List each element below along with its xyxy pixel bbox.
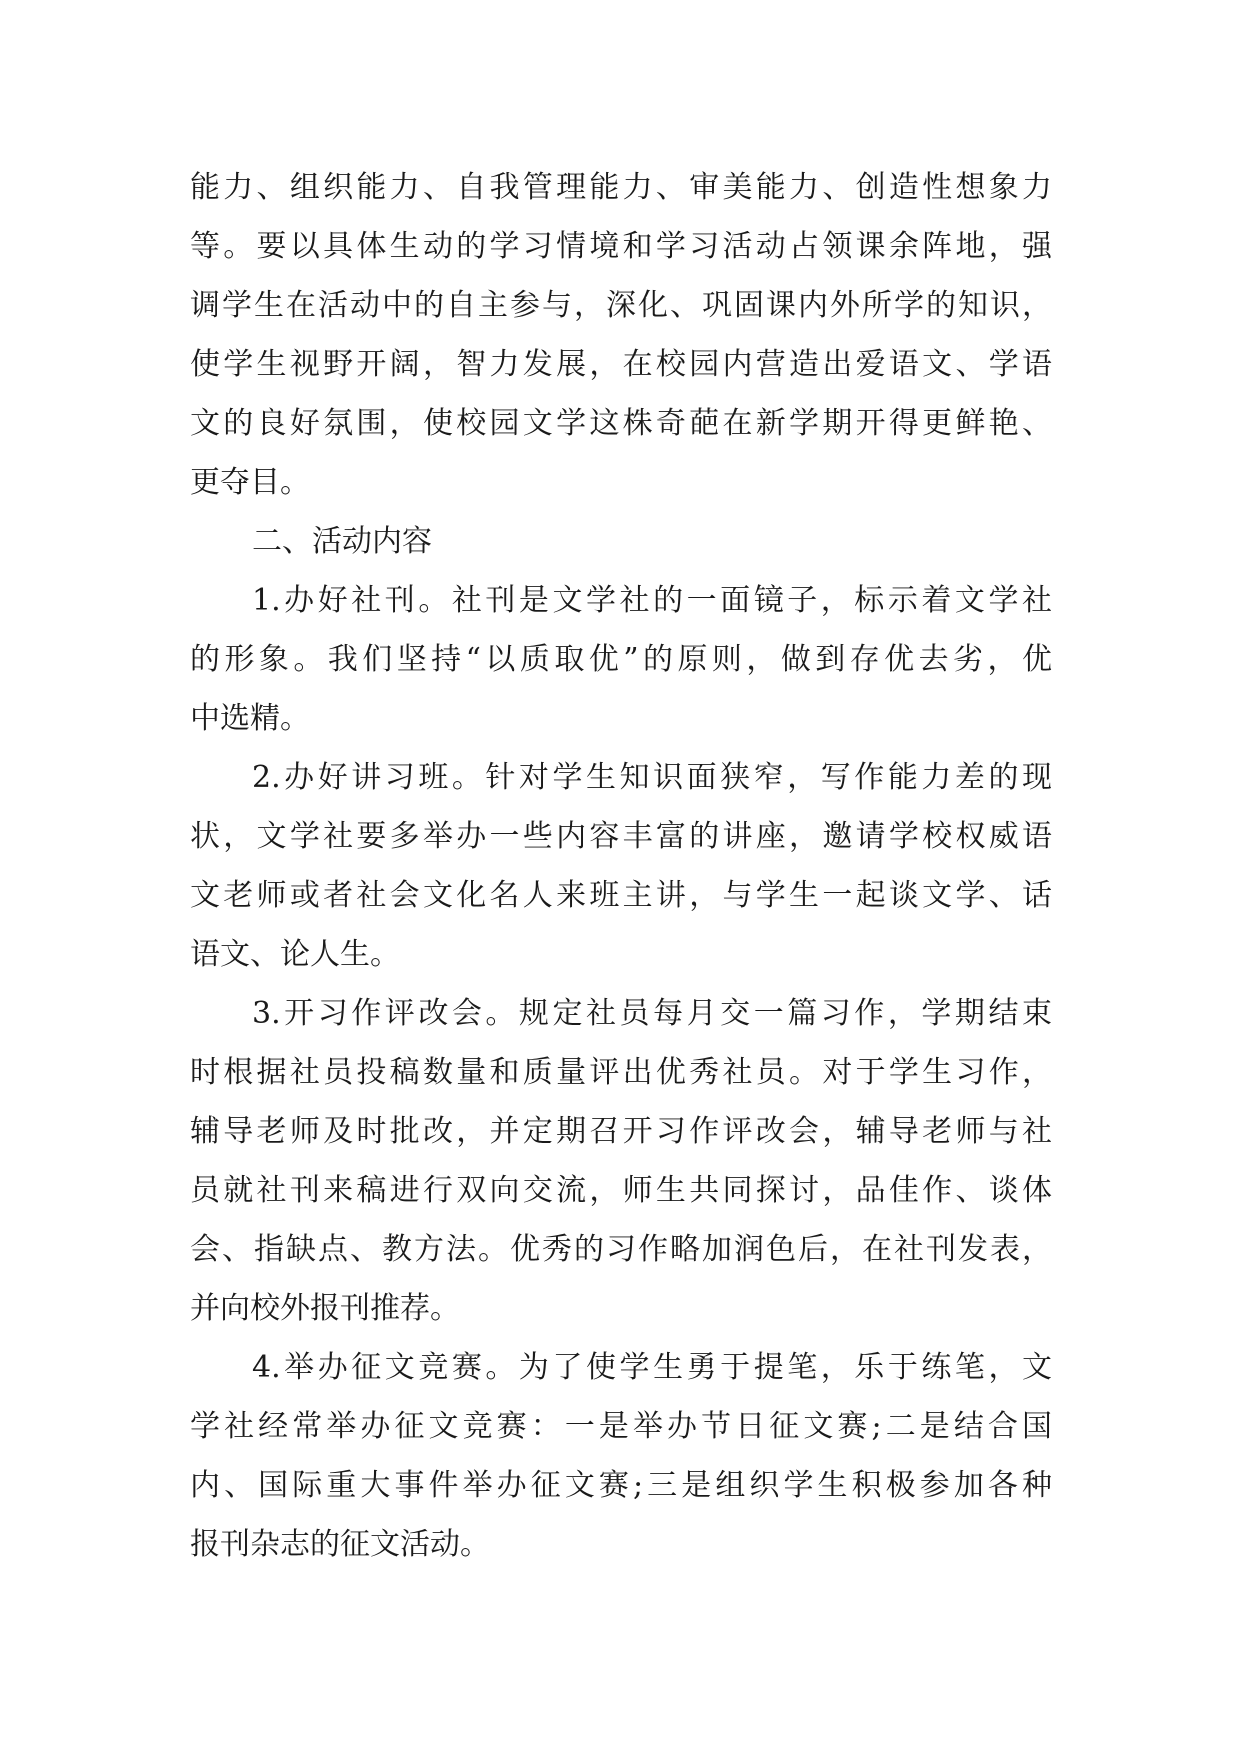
text-line: 中选精。 xyxy=(190,701,310,736)
document-body xyxy=(190,158,1052,1574)
text-line: 会、指缺点、教方法。优秀的习作略加润色后，在社刊发表， xyxy=(190,1232,1052,1267)
paragraph-item-2 xyxy=(190,748,1052,984)
text-line: 2.办好讲习班。针对学生知识面狭窄，写作能力差的现 xyxy=(252,760,1052,795)
text-line: 语文、论人生。 xyxy=(190,937,400,972)
text-line: 员就社刊来稿进行双向交流，师生共同探讨，品佳作、谈体 xyxy=(190,1173,1052,1208)
text-line: 调学生在活动中的自主参与，深化、巩固课内外所学的知识， xyxy=(190,288,1052,323)
paragraph-item-3 xyxy=(190,984,1052,1338)
text-line: 3.开习作评改会。规定社员每月交一篇习作，学期结束 xyxy=(252,996,1052,1031)
text-line: 文老师或者社会文化名人来班主讲，与学生一起谈文学、话 xyxy=(190,878,1052,913)
text-line: 状，文学社要多举办一些内容丰富的讲座，邀请学校权威语 xyxy=(190,819,1052,854)
text-line: 的形象。我们坚持“以质取优”的原则，做到存优去劣，优 xyxy=(190,642,1052,677)
text-line: 等。要以具体生动的学习情境和学习活动占领课余阵地，强 xyxy=(190,229,1052,264)
paragraph-item-4 xyxy=(190,1338,1052,1574)
text-line: 学社经常举办征文竞赛：一是举办节日征文赛;二是结合国 xyxy=(190,1409,1052,1444)
text-line: 时根据社员投稿数量和质量评出优秀社员。对于学生习作， xyxy=(190,1055,1052,1090)
heading-line: 二、活动内容 xyxy=(252,524,432,559)
paragraph-intro-continued xyxy=(190,158,1052,512)
text-line: 更夺目。 xyxy=(190,465,310,500)
text-line: 4.举办征文竞赛。为了使学生勇于提笔，乐于练笔，文 xyxy=(252,1350,1052,1385)
section-heading xyxy=(190,512,1052,571)
text-line: 能力、组织能力、自我管理能力、审美能力、创造性想象力 xyxy=(190,170,1052,205)
text-line: 并向校外报刊推荐。 xyxy=(190,1291,460,1326)
text-line: 辅导老师及时批改，并定期召开习作评改会，辅导老师与社 xyxy=(190,1114,1052,1149)
text-line: 1.办好社刊。社刊是文学社的一面镜子，标示着文学社 xyxy=(252,583,1052,618)
text-line: 使学生视野开阔，智力发展，在校园内营造出爱语文、学语 xyxy=(190,347,1052,382)
paragraph-item-1 xyxy=(190,571,1052,748)
text-line: 内、国际重大事件举办征文赛;三是组织学生积极参加各种 xyxy=(190,1468,1052,1503)
text-line: 文的良好氛围，使校园文学这株奇葩在新学期开得更鲜艳、 xyxy=(190,406,1052,441)
text-line: 报刊杂志的征文活动。 xyxy=(190,1527,490,1562)
